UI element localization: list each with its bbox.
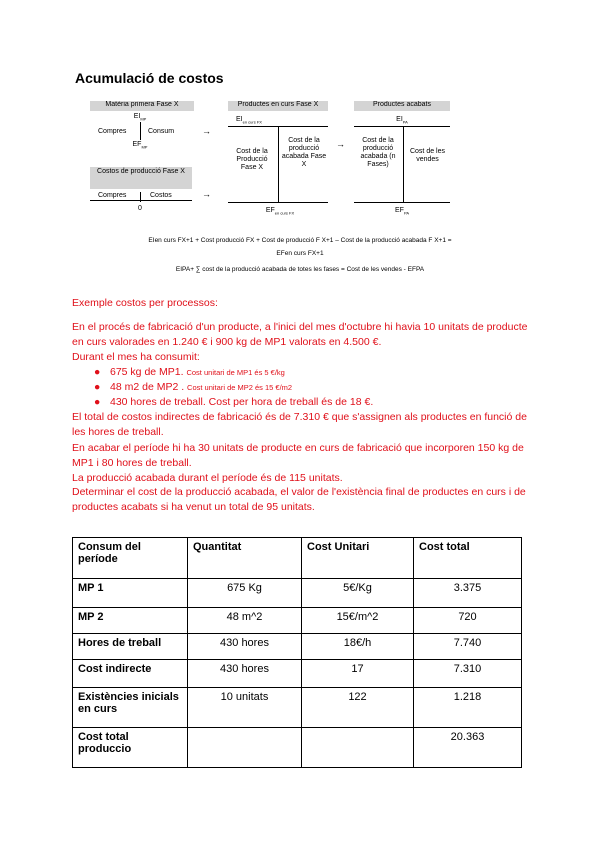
formula-1: EIen curs FX+1 + Cost producció FX + Cost de producció F X+1 – Cost de la producció acabada F X+1 =: [148, 237, 452, 244]
box2-t-horizontal: [90, 200, 192, 201]
box2-right: Costos: [150, 192, 172, 199]
table-cell: [188, 728, 302, 768]
box4-t-vertical: [403, 126, 404, 202]
box4-header: Productes acabats: [354, 101, 450, 111]
table-cell: [302, 728, 414, 768]
table-cell: 18€/h: [302, 634, 414, 660]
table-header-cell: Cost Unitari: [302, 538, 414, 579]
table-cell: 48 m^2: [188, 608, 302, 634]
table-cell: MP 2: [73, 608, 188, 634]
table-cell: 122: [302, 688, 414, 728]
example-paragraph-5: La producció acabada durant el període és de 115 unitats.: [72, 472, 343, 484]
box3-ei: $EI_{en curs FX}$: [236, 116, 262, 125]
table-cell: MP 1: [73, 579, 188, 608]
arrow-icon: →: [202, 189, 211, 199]
box3-ef: $EF_{en curs FX}$: [265, 207, 295, 216]
box4-left: Cost de la producció acabada (n Fases): [360, 137, 396, 169]
example-paragraph-2: Durant el mes ha consumit:: [72, 351, 200, 363]
example-paragraph-6: Determinar el cost de la producció acabada, el valor de l'existència final de productes en curs i de productes acabats si ha venut un total de 95 unitats.: [72, 486, 526, 513]
table-cell: 15€/m^2: [302, 608, 414, 634]
table-cell: 20.363: [414, 728, 522, 768]
box1-t-vertical: [140, 122, 141, 140]
box3-left: Cost de la Producció Fase X: [236, 148, 268, 172]
box4-bottom-line: [354, 202, 450, 203]
box3-bottom-line: [228, 202, 328, 203]
table-cell: 720: [414, 608, 522, 634]
example-heading: Exemple costos per processos:: [72, 297, 218, 309]
example-paragraph-3: El total de costos indirectes de fabricació és de 7.310 € que s'assignen als productes en funció de les hores de treball.: [72, 411, 527, 438]
arrow-icon: →: [336, 139, 345, 149]
table-header-cell: Consum del període: [73, 538, 188, 579]
box2-t-vertical: [140, 192, 141, 202]
box3-right: Cost de la producció acabada Fase X: [281, 137, 327, 169]
box4-right: Cost de les vendes: [409, 148, 446, 164]
box2-header: Costos de producció Fase X: [90, 167, 192, 189]
table-cell: Existències inicials en curs: [73, 688, 188, 728]
table-cell: 10 unitats: [188, 688, 302, 728]
example-paragraph-1: En el procés de fabricació d'un producte, a l'inici del mes d'octubre hi havia 10 unitats de producte en curs valorades en 1.240 € i 900 kg de MP1 valorats en 4.500 €.: [72, 321, 528, 348]
page-title: Acumulació de costos: [75, 70, 224, 86]
box2-bottom: 0: [138, 205, 142, 212]
formula-2: EIPA+ ∑ cost de la producció acabada de totes les fases = Cost de les vendes - EFPA: [175, 266, 425, 273]
box2-left: Compres: [98, 192, 127, 199]
box1-ef: $EF_{MP}$: [132, 141, 148, 150]
bullet-item: ● 675 kg de MP1. Cost unitari de MP1 és 5 €/kg: [94, 366, 285, 378]
table-row: [73, 579, 522, 608]
table-cell: 7.740: [414, 634, 522, 660]
box4-ei: $EI_{PA}$: [396, 116, 408, 125]
table-row: [73, 688, 522, 728]
bullet-item: ● 430 hores de treball. Cost per hora de treball és de 18 €.: [94, 396, 374, 408]
table-cell: 430 hores: [188, 634, 302, 660]
box1-ei: $EI_{MP}$: [133, 113, 147, 122]
table-cell: 430 hores: [188, 660, 302, 688]
table-cell: Hores de treball: [73, 634, 188, 660]
table-cell: 675 Kg: [188, 579, 302, 608]
table-row: [73, 608, 522, 634]
box3-header: Productes en curs Fase X: [228, 101, 328, 111]
bullet-item: ● 48 m2 de MP2 . Cost unitari de MP2 és 15 €/m2: [94, 381, 293, 393]
box4-t-horizontal: [354, 126, 450, 127]
box1-left: Compres: [98, 128, 127, 135]
table-header-cell: Quantitat: [188, 538, 302, 579]
box3-t-vertical: [278, 126, 279, 202]
table-row: [73, 634, 522, 660]
table-cell: 3.375: [414, 579, 522, 608]
table-cell: 17: [302, 660, 414, 688]
table-cell: 7.310: [414, 660, 522, 688]
box1-header: Matèria primera Fase X: [90, 101, 194, 111]
cost-table: [72, 537, 522, 768]
table-cell: Cost total produccio: [73, 728, 188, 768]
table-cell: 1.218: [414, 688, 522, 728]
formula-1b: EFen curs FX+1: [276, 250, 324, 257]
table-header-cell: Cost total: [414, 538, 522, 579]
example-paragraph-4: En acabar el període hi ha 30 unitats de producte en curs de fabricació que incorporen 150 kg de MP1 i 80 hores de treball.: [72, 442, 524, 469]
table-cell: Cost indirecte: [73, 660, 188, 688]
table-header-row: [73, 538, 522, 579]
table-row: [73, 660, 522, 688]
box4-ef: $EF_{PA}$: [395, 207, 409, 216]
box1-right: Consum: [148, 128, 175, 135]
arrow-icon: →: [202, 126, 211, 136]
table-row: [73, 728, 522, 768]
table-cell: 5€/Kg: [302, 579, 414, 608]
